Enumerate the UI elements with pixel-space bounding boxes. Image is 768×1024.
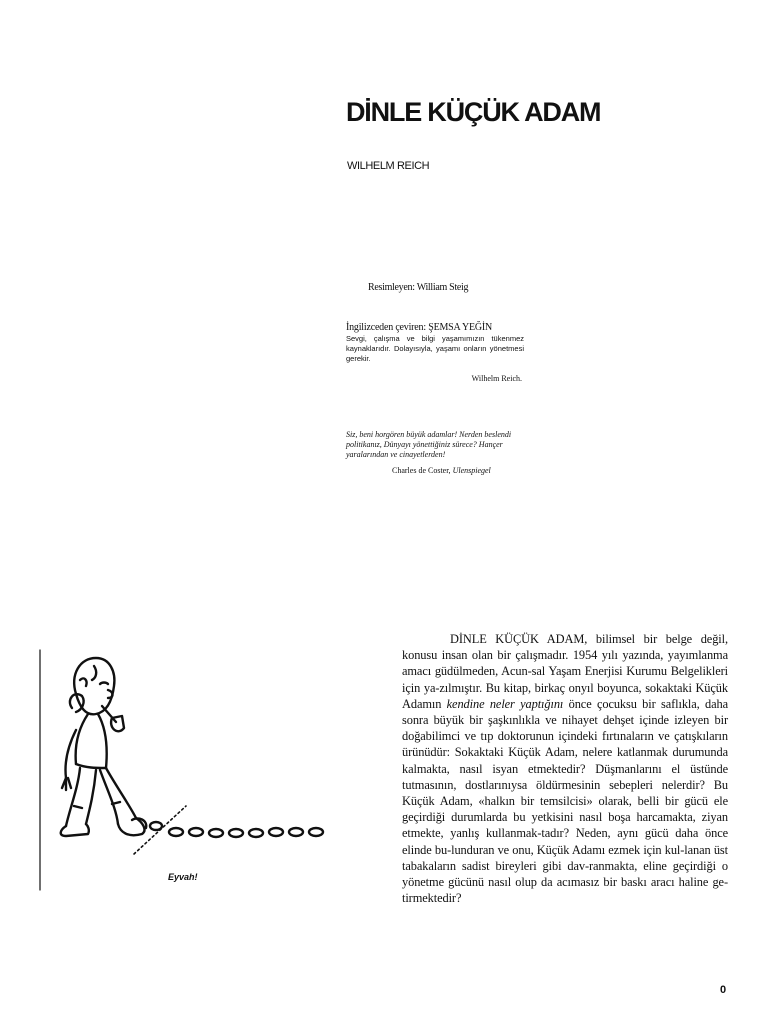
epigraph-coster-signature	[392, 466, 491, 475]
epigraph-reich: Sevgi, çalışma ve bilgi yaşamımızın tükenmez kaynaklarıdır. Dolayısıyla, yaşamı onların yönetmesi gerekir.	[346, 334, 524, 363]
body-paragraph	[402, 631, 728, 906]
epigraph-coster: Siz, beni horgören büyük adamlar! Nerden beslendi politikanız, Dünyayı yönettiğiniz sürece? Hançer yaralarından ve cinayetlerden!	[346, 430, 512, 459]
epigraph-reich-signature: Wilhelm Reich.	[471, 374, 522, 383]
signature-work: Ulenspiegel	[452, 466, 491, 475]
signature-author: Charles de Coster,	[392, 466, 453, 475]
body-italic-phrase: kendine neler yaptığını	[446, 696, 564, 711]
illustration-caption: Eyvah!	[168, 872, 198, 882]
author-name: WILHELM REICH	[347, 160, 430, 172]
little-man-illustration	[36, 646, 346, 892]
translator-credit: İngilizceden çeviren: ŞEMSA YEĞİN	[346, 322, 493, 333]
body-part-1: DİNLE KÜÇÜK ADAM, bilimsel bir belge değil, konusu insan olan bir çalışmadır. 1954 yılı yazında, yayımlanma amacı güdülmeden, Acun-sal Yaşam Enerjisi Kurumu Belgelikleri için ya-zılmıştır. Bu kitap, birkaç onyıl boyunca, sokaktaki Küçük Adamın	[402, 632, 728, 711]
illustrator-credit: Resimleyen: William Steig	[368, 282, 469, 293]
body-part-2: önce çocuksu bir saflıkla, daha sonra büyük bir şaşkınlıkla ve nihayet dehşet içinde izleyen bir doğabilimci ve tıp doktorunun içindeki fırtınaların ve çatışkıların ürünüdür: Sokaktaki Küçük Adam, nelere katlanmak durumunda kalmakta, nasıl isyan etmektedir? Düşmanlarını el üstünde tutmasının, dostlarınıysa öldürmesinin sebepleri nelerdir? Bu Küçük Adam, «halkın bir temsilcisi» olarak, belli bir gücü ele geçirdiği durumlarda bu yetkisini nasıl boşa harcamakta, ziyan etmekte, yanlış kullanmak-tadır? Neden, aynı gücü daha önce elinde bu-lunduran ve onu, Küçük Adamı ezmek için kul-lanan üst tabakaların sadist bireyleri gibi dav-ranmakta, eline geçirdiği o yönetme gücünü nasıl olup da acımasız bir baskı aracı haline ge-tirmektedir?	[402, 696, 728, 906]
book-title: DİNLE KÜÇÜK ADAM	[346, 97, 601, 127]
page-number: 0	[720, 984, 727, 996]
